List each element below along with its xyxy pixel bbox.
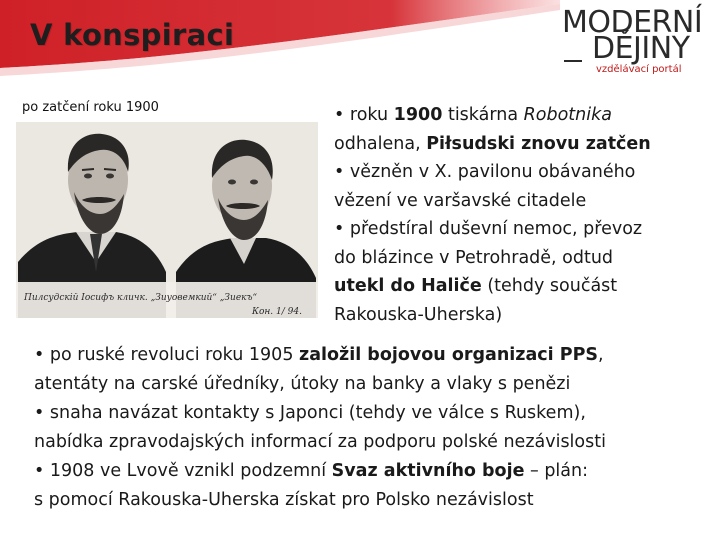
- text-segment: (tehdy součást: [481, 276, 618, 296]
- logo-line-2: DĚJINY: [592, 31, 690, 66]
- bold-year: 1900: [393, 105, 443, 125]
- moderni-dejiny-logo: [562, 6, 712, 76]
- mugshot-photo: [16, 122, 318, 318]
- text-segment: • 1908 ve Lvově vznikl podzemní: [34, 461, 332, 481]
- bold-escape: utekl do Haliče: [334, 276, 482, 296]
- photo-caption: po zatčení roku 1900: [22, 100, 159, 115]
- text-segment: – plán:: [524, 461, 588, 481]
- text-segment: tiskárna: [442, 105, 524, 125]
- bullet-escape-line-3: [334, 272, 714, 301]
- bold-union: Svaz aktivního boje: [331, 461, 525, 481]
- card-date: Кон. 1/ 94.: [252, 307, 302, 317]
- bullet-mark: •: [334, 105, 345, 125]
- bullet-1908-line-1: [34, 457, 714, 486]
- bottom-bullet-list: [34, 341, 714, 515]
- bullet-japan-line-2: nabídka zpravodajských informací za podporu polské nezávislosti: [34, 432, 606, 452]
- italic-newspaper: Robotnika: [523, 105, 612, 125]
- logo-line-1: MODERNÍ: [562, 5, 703, 40]
- text-segment: • po ruské revoluci roku 1905: [34, 345, 300, 365]
- bullet-escape-line-2: do blázince v Petrohradě, odtud: [334, 247, 614, 268]
- bullet-prison-line-2: vězení ve varšavské citadele: [334, 190, 587, 211]
- bullet-japan-line-1: • snaha navázat kontakty s Japonci (tehdy ve válce s Ruskem),: [34, 403, 586, 423]
- text-segment: odhalena,: [334, 133, 427, 154]
- bold-pps: založil bojovou organizaci PPS: [299, 345, 599, 365]
- logo-tagline: vzdělávací portál: [596, 64, 682, 75]
- mugshot-illustration: [16, 122, 318, 318]
- logo-dash: [564, 60, 582, 62]
- text-segment: roku: [344, 105, 394, 125]
- bullet-pps-line-2: atentáty na carské úředníky, útoky na banky a vlaky s penězi: [34, 374, 571, 394]
- bullet-escape-line-4: Rakouska-Uherska): [334, 304, 503, 325]
- bullet-1908-line-2: s pomocí Rakouska-Uherska získat pro Polsko nezávislost: [34, 490, 534, 510]
- bullet-escape-line-1: • předstíral duševní nemoc, převoz: [334, 219, 643, 239]
- bullet-prison-line-1: • vězněn v X. pavilonu obávaného: [334, 162, 636, 182]
- text-segment: ,: [598, 345, 604, 365]
- card-handwriting: Пилсудскій Іосифъ кличк. „Зиуовемкий“ „Зиекъ“: [24, 293, 258, 303]
- bullet-1900-line-1: [334, 101, 714, 130]
- bullet-pps-line-1: [34, 341, 714, 370]
- right-bullet-list: [334, 101, 714, 329]
- slide-title: V konspiraci: [30, 18, 235, 52]
- bold-arrest: Piłsudski znovu zatčen: [426, 133, 651, 154]
- bullet-1900-line-2: [334, 130, 714, 159]
